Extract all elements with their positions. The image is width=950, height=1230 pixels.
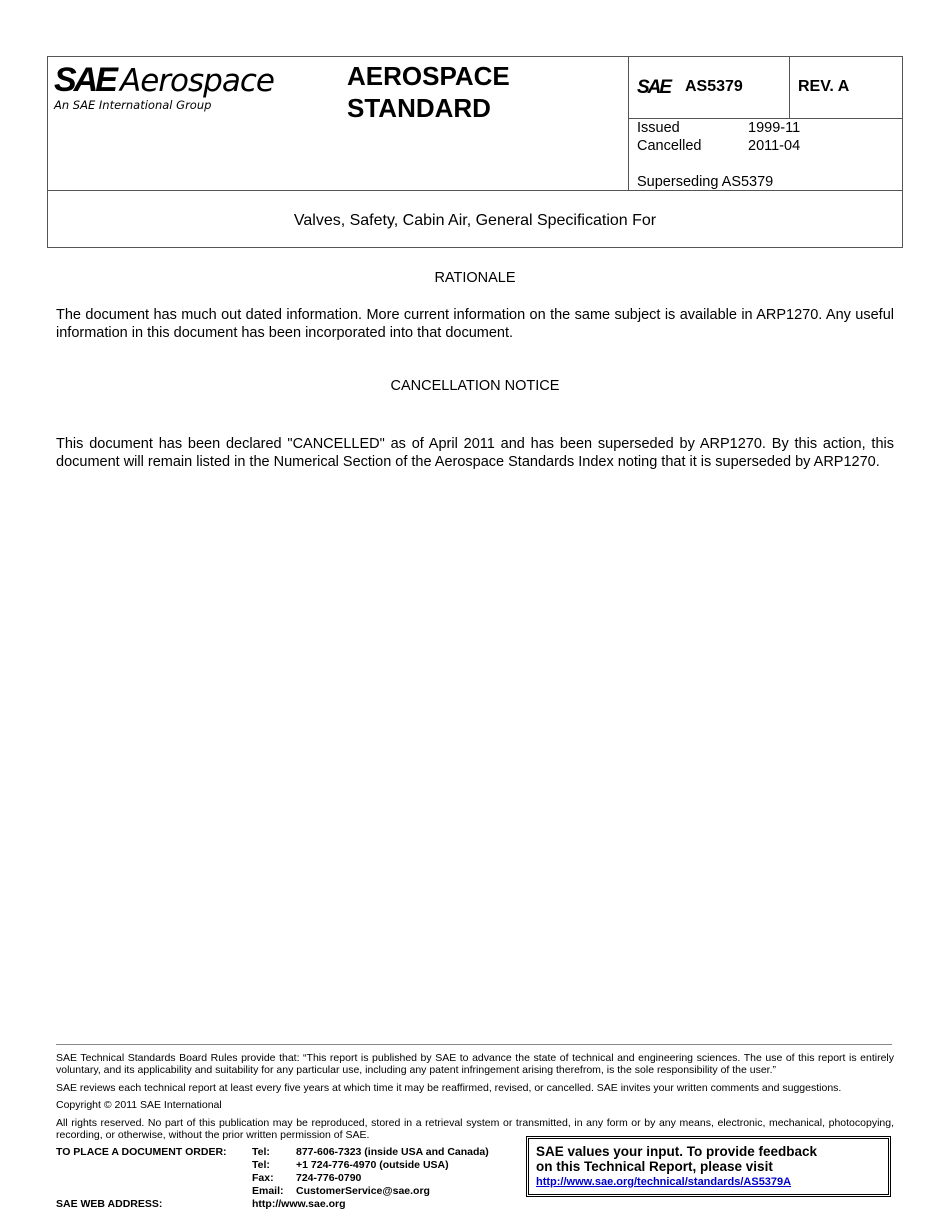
feedback-message: SAE values your input. To provide feedback on this Technical Report, please visit <box>536 1144 818 1174</box>
contact-value: 877-606-7323 (inside USA and Canada) <box>296 1146 489 1158</box>
rationale-heading: RATIONALE <box>434 270 516 286</box>
document-type-line2: STANDARD <box>347 93 491 123</box>
copyright-text: Copyright © 2011 SAE International <box>56 1099 222 1111</box>
sae-aerospace-logo <box>54 61 304 121</box>
web-address-label: SAE WEB ADDRESS: <box>56 1198 163 1210</box>
revision-column-divider <box>789 57 790 118</box>
contact-key: Fax: <box>252 1172 274 1184</box>
board-rules-text: SAE Technical Standards Board Rules provide that: “This report is published by SAE to advance the state of technical and engineering sciences. The use of this report is entirely voluntary, and its applicability and suitability for any particular use, including any patent infringement arising therefrom, is the sole responsibility of the user.” <box>56 1052 894 1076</box>
document-title: Valves, Safety, Cabin Air, General Specification For <box>293 212 657 229</box>
web-address-link[interactable]: http://www.sae.org <box>252 1198 346 1210</box>
revision-label: REV. A <box>798 78 850 95</box>
rights-text: All rights reserved. No part of this publication may be reproduced, stored in a retrieval system or transmitted, in any form or by any means, electronic, mechanical, photocopying, recording, or otherwise, without the prior written permission of SAE. <box>56 1117 894 1141</box>
order-label: TO PLACE A DOCUMENT ORDER: <box>56 1146 227 1158</box>
header-table <box>47 56 903 248</box>
document-number: AS5379 <box>685 78 743 95</box>
review-note-text: SAE reviews each technical report at least every five years at which time it may be reaffirmed, revised, or cancelled. SAE invites your written comments and suggestions. <box>56 1082 842 1094</box>
contact-value: 724-776-0790 <box>296 1172 362 1184</box>
header-column-divider <box>628 57 629 190</box>
footer-rule <box>56 1044 892 1045</box>
superseding-note: Superseding AS5379 <box>637 174 774 190</box>
cancellation-paragraph: This document has been declared "CANCELLED" as of April 2011 and has been superseded by ARP1270. By this action, this document will remain listed in the Numerical Section of the Aerospace Standards Index noting that it is superseded by ARP1270. <box>56 436 894 470</box>
contact-value: +1 724-776-4970 (outside USA) <box>296 1159 449 1171</box>
contact-key: Email: <box>252 1185 284 1197</box>
contact-key: Tel: <box>252 1146 270 1158</box>
issued-label: Issued <box>637 120 680 136</box>
issued-date: 1999-11 <box>748 120 801 136</box>
cancelled-label: Cancelled <box>637 138 702 154</box>
contact-email[interactable]: CustomerService@sae.org <box>296 1185 430 1197</box>
logo-subtitle: An SAE International Group <box>54 98 212 112</box>
cancellation-heading: CANCELLATION NOTICE <box>390 378 560 394</box>
logo-aerospace-word: Aerospace <box>120 63 274 99</box>
logo-sae-mark: SAE <box>54 61 115 99</box>
cancelled-date: 2011-04 <box>748 138 801 154</box>
title-divider <box>48 190 902 191</box>
document-type-line1: AEROSPACE <box>347 61 510 91</box>
feedback-link[interactable]: http://www.sae.org/technical/standards/AS5379A <box>536 1176 792 1188</box>
feedback-box <box>526 1136 891 1197</box>
sae-mini-logo: SAE <box>637 77 671 98</box>
document-type <box>347 60 607 124</box>
contact-key: Tel: <box>252 1159 270 1171</box>
rationale-paragraph: The document has much out dated information. More current information on the same subject is available in ARP1270. Any useful information in this document has been incorporated into that document. <box>56 307 894 341</box>
